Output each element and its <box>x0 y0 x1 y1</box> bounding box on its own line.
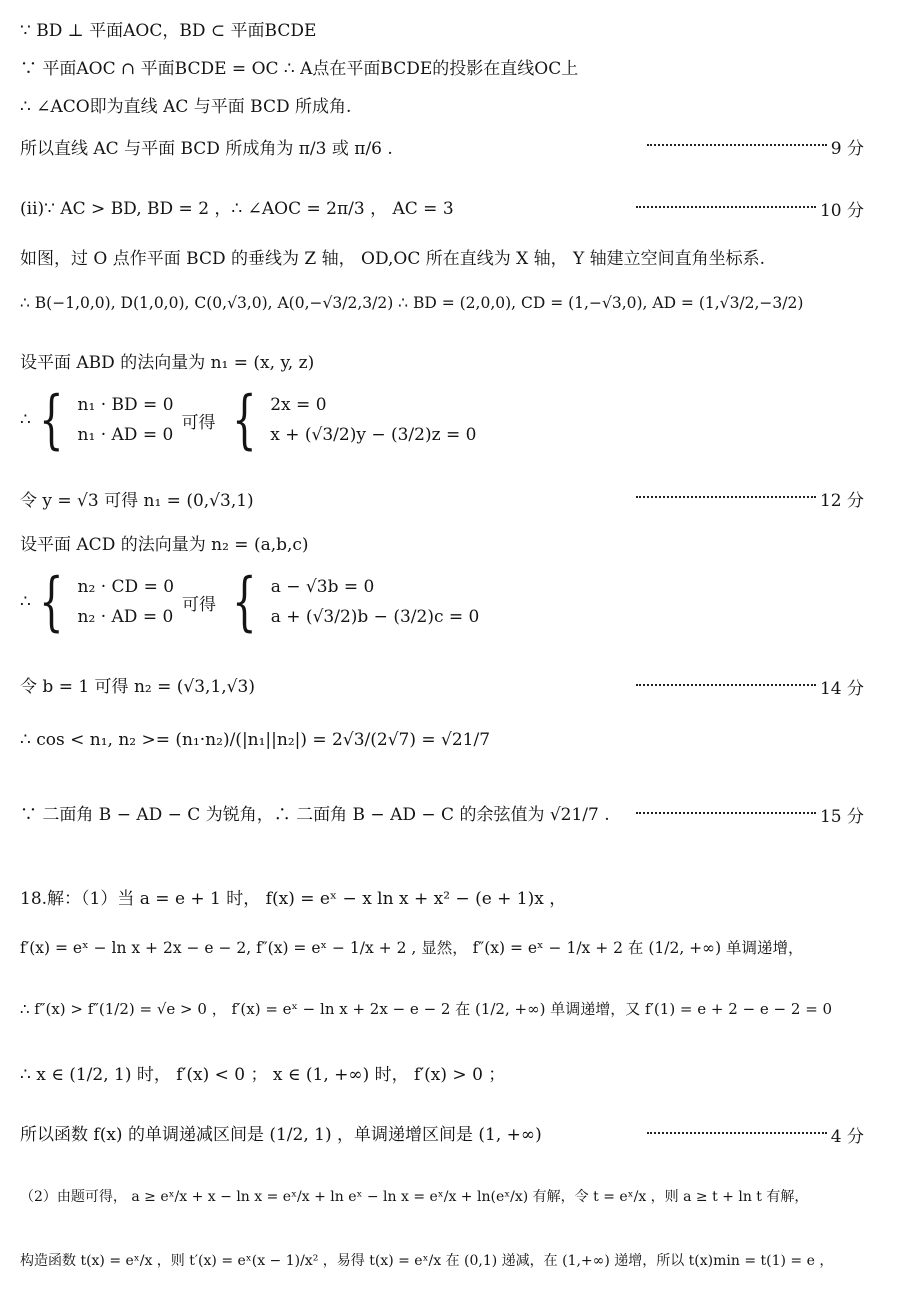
dot-leader <box>636 493 816 498</box>
text-line: 令 y = √3 可得 n₁ = (0,√3,1) <box>20 491 254 511</box>
line-15 <box>20 936 878 958</box>
connector-text: 可得 <box>181 412 216 433</box>
text-line: ∴ ∠ACO即为直线 AC 与平面 BCD 所成角. <box>20 97 352 117</box>
equation: a + (√3/2)b − (3/2)c = 0 <box>270 607 480 627</box>
dot-leader <box>636 809 816 814</box>
score-label: 4 分 <box>830 1127 864 1147</box>
text-line: 构造函数 t(x) = eˣ/x ，则 t′(x) = eˣ(x − 1)/x² ，易得 t(x) = eˣ/x 在 (0,1) 递减，在 (1,+∞) 递增，所以 t(x)min = t(1) = e ， <box>20 1253 834 1269</box>
text-line: 所以直线 AC 与平面 BCD 所成角为 π/3 或 π/6 . <box>20 139 393 159</box>
brace-icon: { <box>232 565 257 639</box>
score-4 <box>647 1122 864 1147</box>
score-9 <box>647 134 864 159</box>
line-6 <box>20 244 878 269</box>
brace-icon: { <box>38 383 64 457</box>
text-line: ∴ f″(x) > f″(1/2) = √e > 0 ， f′(x) = eˣ − ln x + 2x − e − 2 在 (1/2, +∞) 单调递增，又 f′(1) = e + 2 − e − 2 = 0 <box>20 1000 833 1018</box>
text-line: ∴ x ∈ (1/2, 1) 时， f′(x) < 0 ； x ∈ (1, +∞) 时， f′(x) > 0 ； <box>20 1065 506 1085</box>
system-left <box>78 395 174 445</box>
brace-icon: { <box>38 565 64 639</box>
score-label: 10 分 <box>819 201 864 221</box>
text-line: 令 b = 1 可得 n₂ = (√3,1,√3) <box>20 677 255 697</box>
dot-leader <box>636 203 816 208</box>
equation-system-2 <box>20 565 480 639</box>
text-line: ∴ B(−1,0,0), D(1,0,0), C(0,√3,0), A(0,−√3/2,3/2) ∴ BD = (2,0,0), CD = (1,−√3,0), AD = (1,√3/2,−3/2) <box>20 294 804 312</box>
score-label: 14 分 <box>819 679 864 699</box>
text-line: 如图，过 O 点作平面 BCD 的垂线为 Z 轴， OD,OC 所在直线为 X 轴， Y 轴建立空间直角坐标系. <box>20 249 766 269</box>
system-right <box>271 577 480 627</box>
line-17 <box>20 1060 878 1085</box>
line-3 <box>20 92 878 117</box>
equation: a − √3b = 0 <box>270 577 375 597</box>
line-14 <box>20 884 878 909</box>
text-line: 设平面 ABD 的法向量为 n₁ = (x, y, z) <box>20 353 315 373</box>
score-label: 15 分 <box>819 807 864 827</box>
equation: n₂ · CD = 0 <box>77 577 175 597</box>
connector-text: 可得 <box>182 594 217 615</box>
line-8 <box>20 348 878 373</box>
equation: n₁ · AD = 0 <box>77 425 174 445</box>
line-16 <box>20 998 878 1019</box>
text-line: (ii)∵ AC > BD, BD = 2 ，∴ ∠AOC = 2π/3 ， AC = 3 <box>20 199 454 219</box>
system-left <box>78 577 174 627</box>
text-line: （2）由题可得， a ≥ eˣ/x + x − ln x = eˣ/x + ln eˣ − ln x = eˣ/x + ln(eˣ/x) 有解，令 t = eˣ/x ，则 a ≥ t + ln t 有解， <box>20 1189 809 1205</box>
text-line: 设平面 ACD 的法向量为 n₂ = (a,b,c) <box>20 535 309 555</box>
score-15 <box>636 802 864 827</box>
line-19 <box>20 1186 878 1206</box>
equation-system-1 <box>20 383 477 457</box>
equation: 2x = 0 <box>270 395 327 415</box>
line-7 <box>20 294 878 312</box>
therefore-symbol: ∴ <box>20 592 31 612</box>
text-line: ∵ 二面角 B − AD − C 为锐角，∴ 二面角 B − AD − C 的余弦值为 √21/7 . <box>20 805 610 825</box>
line-20 <box>20 1250 878 1270</box>
equation: n₁ · BD = 0 <box>77 395 174 415</box>
score-10 <box>636 196 864 221</box>
dot-leader <box>647 1129 827 1134</box>
score-14 <box>636 674 864 699</box>
equation: x + (√3/2)y − (3/2)z = 0 <box>270 425 477 445</box>
text-line: ∵ 平面AOC ∩ 平面BCDE = OC ∴ A点在平面BCDE的投影在直线OC上 <box>20 59 579 79</box>
text-line: f′(x) = eˣ − ln x + 2x − e − 2, f″(x) = eˣ − 1/x + 2 , 显然， f″(x) = eˣ − 1/x + 2 在 (1/2, +∞) 单调递增， <box>20 939 804 957</box>
score-12 <box>636 486 864 511</box>
score-label: 9 分 <box>830 139 864 159</box>
text-line: ∴ cos < n₁, n₂ >= (n₁·n₂)/(|n₁||n₂|) = 2√3/(2√7) = √21/7 <box>20 730 491 750</box>
system-right <box>270 395 476 445</box>
text-line: 所以函数 f(x) 的单调递减区间是 (1/2, 1) ，单调递增区间是 (1, +∞) <box>20 1125 542 1145</box>
brace-icon: { <box>231 383 257 457</box>
equation: n₂ · AD = 0 <box>77 607 174 627</box>
therefore-symbol: ∴ <box>20 410 31 430</box>
text-line: ∵ BD ⊥ 平面AOC，BD ⊂ 平面BCDE <box>20 21 317 41</box>
line-1 <box>20 16 878 41</box>
dot-leader <box>647 141 827 146</box>
line-2 <box>20 54 878 79</box>
line-12 <box>20 730 878 750</box>
line-10 <box>20 530 878 555</box>
score-label: 12 分 <box>819 491 864 511</box>
text-line: 18.解：（1）当 a = e + 1 时， f(x) = eˣ − x ln x + x² − (e + 1)x ， <box>20 889 567 909</box>
dot-leader <box>636 681 816 686</box>
